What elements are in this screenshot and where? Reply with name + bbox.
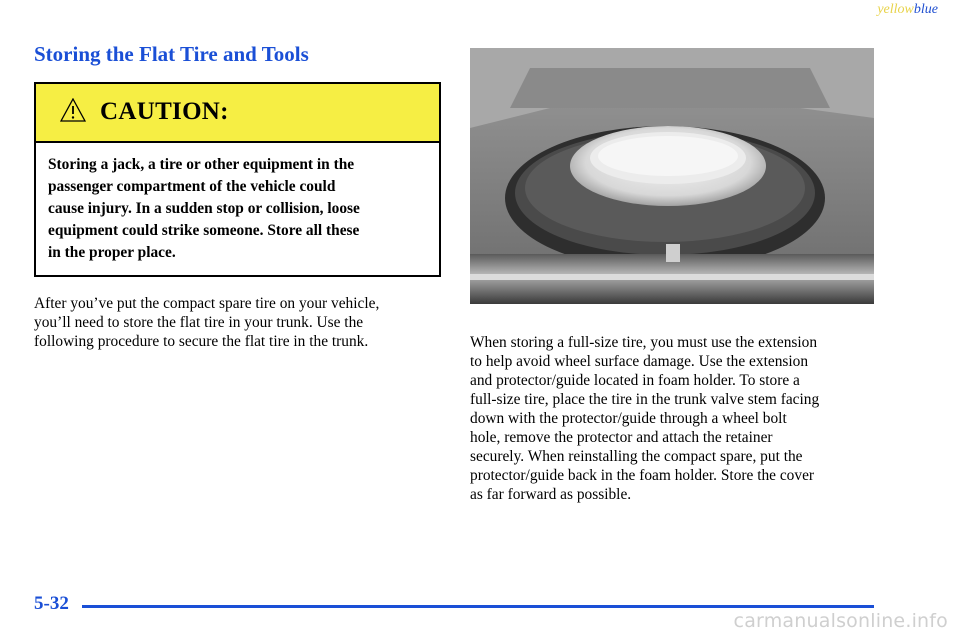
paragraph-line: After you’ve put the compact spare tire on your vehicle, [34,295,380,312]
color-mark-yellow: yellow [877,2,914,17]
print-color-marks [877,2,938,18]
caution-line: Storing a jack, a tire or other equipment in the [48,156,355,173]
paragraph-line: you’ll need to store the flat tire in your trunk. Use the [34,314,364,331]
section-title: Storing the Flat Tire and Tools [34,42,309,66]
paragraph-line: When storing a full-size tire, you must use the extension [470,334,818,351]
paragraph-line: hole, remove the protector and attach the retainer [470,429,773,446]
paragraph-line: securely. When reinstalling the compact spare, put the [470,448,803,465]
caution-header [36,84,439,143]
page-number: 5-32 [34,593,69,614]
paragraph-line: and protector/guide located in foam holder. To store a [470,372,800,389]
warning-triangle-icon [60,98,86,122]
caution-line: passenger compartment of the vehicle could [48,178,336,195]
caution-title: CAUTION: [100,98,229,125]
caution-box [34,82,441,277]
paragraph-line: following procedure to secure the flat tire in the trunk. [34,333,369,350]
footer-rule [82,605,874,608]
paragraph-line: to help avoid wheel surface damage. Use the extension [470,353,809,370]
color-mark-blue: blue [913,2,938,17]
caution-line: equipment could strike someone. Store all these [48,222,360,239]
paragraph-line: protector/guide back in the foam holder. Store the cover [470,467,815,484]
caution-line: in the proper place. [48,244,176,261]
spare-tire-photo [470,48,874,304]
paragraph-line: full-size tire, place the tire in the trunk valve stem facing [470,391,820,408]
caution-text [48,154,423,264]
caution-line: cause injury. In a sudden stop or collision, loose [48,200,360,217]
full-size-tire-paragraph [470,333,890,504]
intro-paragraph [34,294,446,351]
paragraph-line: down with the protector/guide through a wheel bolt [470,410,787,427]
paragraph-line: as far forward as possible. [470,486,632,503]
watermark: carmanualsonline.info [733,610,948,632]
